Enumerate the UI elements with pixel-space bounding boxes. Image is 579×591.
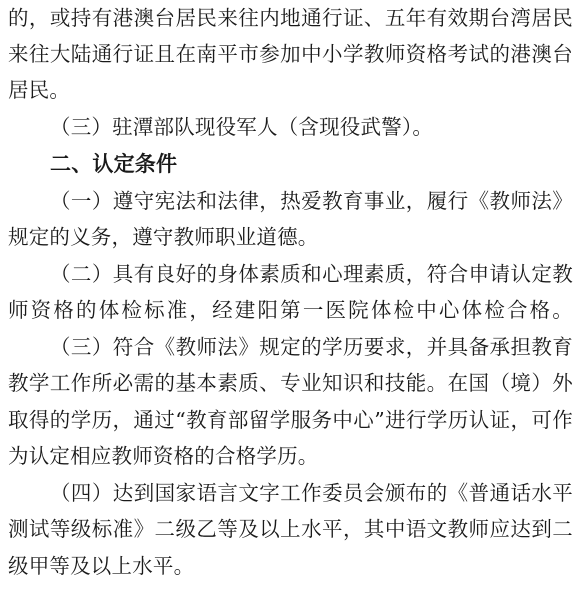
paragraph-line: （三）符合《教师法》规定的学历要求，并具备承担教育	[50, 335, 573, 359]
section-heading: 二、认定条件	[50, 152, 178, 176]
paragraph-line: （三）驻潭部队现役军人（含现役武警）。	[50, 115, 434, 139]
paragraph-line: 取得的学历，通过“教育部留学服务中心”进行学历认证，可作	[8, 408, 573, 432]
paragraph-line: 规定的义务，遵守教师职业道德。	[8, 225, 319, 249]
paragraph-line: 师资格的体检标准，经建阳第一医院体检中心体检合格。	[8, 298, 573, 322]
paragraph-line: （一）遵守宪法和法律，热爱教育事业，履行《教师法》	[50, 189, 573, 213]
paragraph-line: 来往大陆通行证且在南平市参加中小学教师资格考试的港澳台	[8, 42, 573, 66]
paragraph-line: 居民。	[8, 78, 71, 102]
paragraph-line: 级甲等及以上水平。	[8, 554, 195, 578]
paragraph-line: （四）达到国家语言文字工作委员会颁布的《普通话水平	[50, 481, 573, 505]
paragraph-line: （二）具有良好的身体素质和心理素质，符合申请认定教	[50, 262, 573, 286]
paragraph-line: 的，或持有港澳台居民来往内地通行证、五年有效期台湾居民	[8, 6, 573, 30]
paragraph-line: 为认定相应教师资格的合格学历。	[8, 444, 319, 468]
paragraph-line: 测试等级标准》二级乙等及以上水平，其中语文教师应达到二	[8, 517, 573, 541]
paragraph-line: 教学工作所必需的基本素质、专业知识和技能。在国（境）外	[8, 371, 573, 395]
